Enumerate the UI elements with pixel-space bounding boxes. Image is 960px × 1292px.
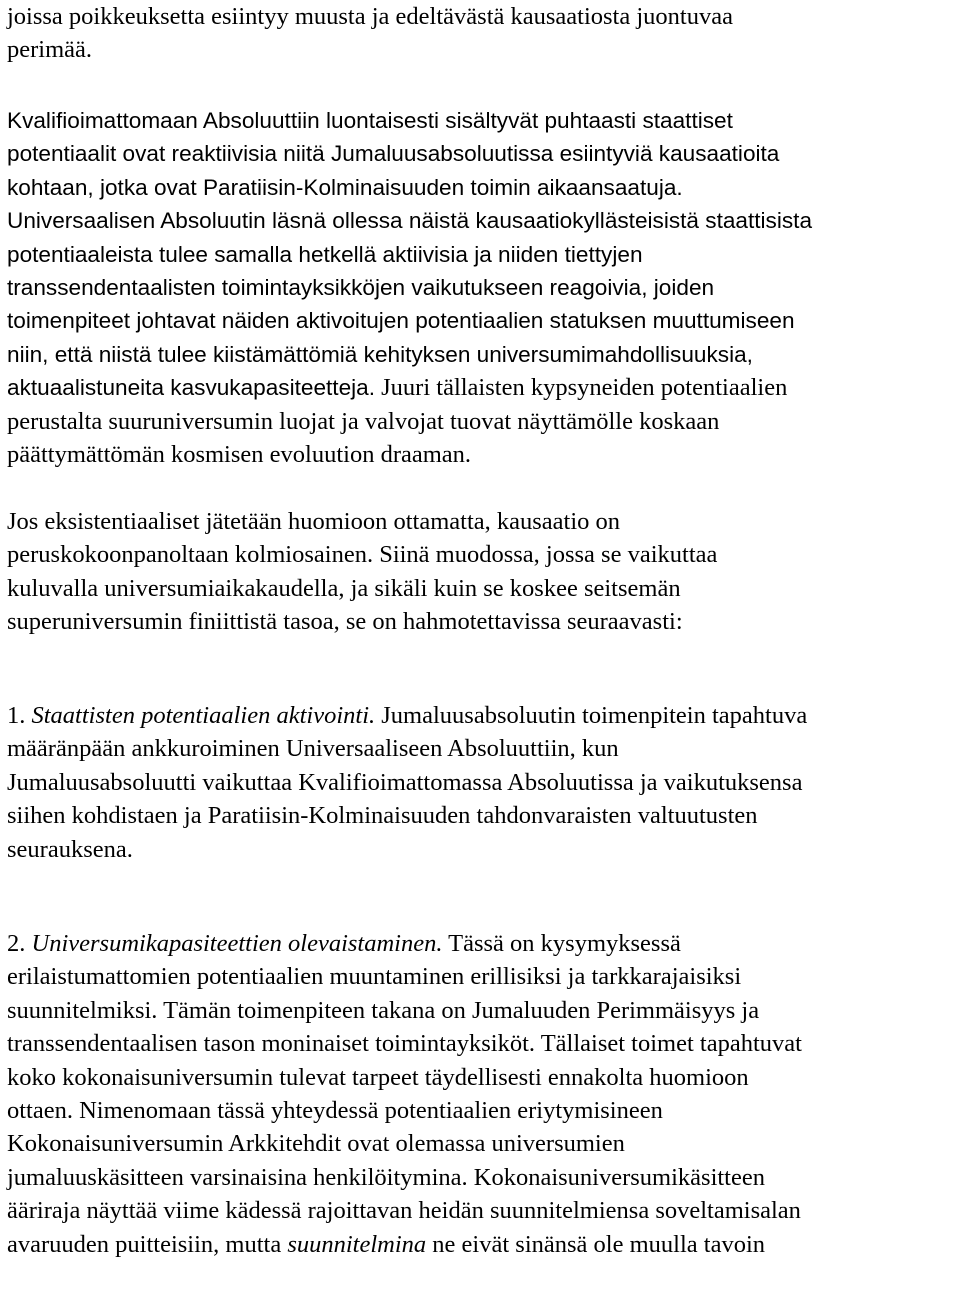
text-line: Jos eksistentiaaliset jätetään huomioon ottamatta, kausaatio on [7,508,621,535]
text-line: jumaluuskäsitteen varsinaisina henkilöitymina. Kokonaisuniversumikäsitteen [7,1163,765,1191]
text-line: Jumaluusabsoluutti vaikuttaa Kvalifioimattomassa Absoluutissa ja vaikutuksensa [7,768,803,796]
text-segment-serif: Juuri tällaisten kypsyneiden potentiaalien [375,374,788,402]
text-line: Universaalisen Absoluutin läsnä ollessa näistä kausaatiokyllästeisistä staattisista [7,208,813,234]
text-line: kohtaan, jotka ovat Paratiisin-Kolminaisuuden toimin aikaansaatuja. [7,174,683,200]
text-line: niin, että niistä tulee kiistämättömiä kehityksen universumimahdollisuuksia, [7,341,753,367]
text-line: perimää. [7,36,93,64]
text-line: ottaen. Nimenomaan tässä yhteydessä potentiaalien eriytymisineen [7,1096,663,1124]
text-segment: Jumaluusabsoluutin toimenpitein tapahtuva [375,702,808,729]
text-line: päättymättömän kosmisen evoluution draaman. [7,440,472,468]
text-line-mixed [7,699,957,732]
text-line: toimenpiteet johtavat näiden aktivoitujen potentiaalien statuksen muuttumiseen [7,308,795,334]
numbered-item-1 [7,699,957,866]
text-line: ääriraja näyttää viime kädessä rajoittavan heidän suunnitelmiensa soveltamisalan [7,1197,801,1225]
text-line: perustalta suuruniversumin luojat ja valvojat tuovat näyttämölle koskaan [7,407,720,435]
text-line: joissa poikkeuksetta esiintyy muusta ja edeltävästä kausaatiosta juontuvaa [7,3,733,30]
item-number: 2. [7,930,26,957]
paragraph-intro-continuation [7,0,957,67]
text-line: peruskokoonpanoltaan kolmiosainen. Siinä muodossa, jossa se vaikuttaa [7,541,718,569]
paragraph-causation-triune [7,505,957,639]
text-segment: avaruuden puitteisiin, mutta [7,1230,288,1258]
text-line: kuluvalla universumiaikakaudella, ja sikäli kuin se koskee seitsemän [7,574,681,602]
text-line: seurauksena. [7,835,133,863]
text-line: suunnitelmiksi. Tämän toimenpiteen takana on Jumaluuden Perimmäisyys ja [7,996,760,1024]
paragraph-static-potentials [7,104,957,471]
text-line-mixed [7,371,957,404]
item-title: Staattisten potentiaalien aktivointi. [31,702,376,729]
item-title: Universumikapasiteettien olevaistaminen. [31,930,443,957]
text-line-mixed [7,1228,957,1261]
text-line: transsendentaalisten toimintayksikköjen vaikutukseen reagoivia, joiden [7,274,715,300]
text-line: superuniversumin finiittistä tasoa, se on hahmotettavissa seuraavasti: [7,608,683,636]
text-line: koko kokonaisuniversumin tulevat tarpeet täydellisesti ennakolta huomioon [7,1063,749,1091]
text-line: potentiaalit ovat reaktiivisia niitä Jumaluusabsoluutissa esiintyviä kausaatioita [7,141,780,167]
numbered-item-2 [7,927,957,1261]
text-segment: Tässä on kysymyksessä [442,930,681,957]
item-number: 1. [7,702,26,729]
text-line: Kokonaisuniversumin Arkkitehdit ovat olemassa universumien [7,1130,625,1158]
text-line: transsendentaalisen tason moninaiset toimintayksiköt. Tällaiset toimet tapahtuvat [7,1030,802,1058]
text-line: määränpään ankkuroiminen Universaaliseen Absoluuttiin, kun [7,735,619,763]
text-line: Kvalifioimattomaan Absoluuttiin luontaisesti sisältyvät puhtaasti staattiset [7,108,733,133]
text-line: siihen kohdistaen ja Paratiisin-Kolminaisuuden tahdonvaraisten valtuutusten [7,802,758,830]
text-line-mixed [7,927,957,960]
text-line: potentiaaleista tulee samalla hetkellä aktiivisia ja niiden tiettyjen [7,241,643,267]
text-segment-italic: suunnitelmina [287,1230,427,1258]
text-segment: ne eivät sinänsä ole muulla tavoin [426,1230,765,1258]
text-line: erilaistumattomien potentiaalien muuntaminen erillisiksi ja tarkkarajaisiksi [7,963,742,991]
text-segment-sans: aktuaalistuneita kasvukapasiteetteja. [7,375,376,401]
